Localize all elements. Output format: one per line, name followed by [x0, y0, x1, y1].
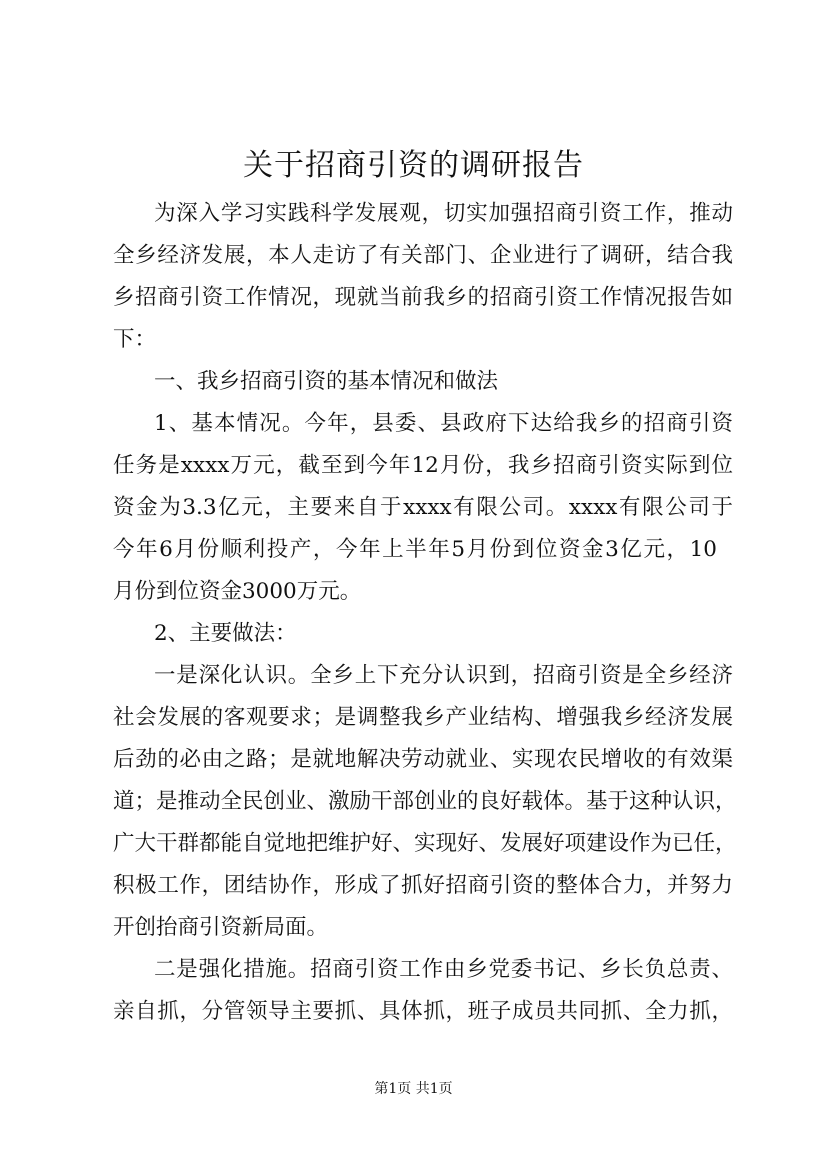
paragraph-line: 为深入学习实践科学发展观，切实加强招商引资工作，推动	[154, 201, 733, 226]
paragraph-line: 下：	[113, 327, 157, 352]
section-heading: 2、主要做法：	[154, 621, 297, 646]
paragraph-line: 任务是xxxx万元，截至到今年12月份，我乡招商引资实际到位	[113, 453, 733, 478]
paragraph-line: 月份到位资金3000万元。	[113, 579, 362, 604]
paragraph-line: 开创抬商引资新局面。	[113, 915, 329, 940]
paragraph-line: 道；是推动全民创业、激励干部创业的良好载体。基于这种认识，	[113, 789, 737, 814]
paragraph-line: 资金为3.3亿元，主要来自于xxxx有限公司。xxxx有限公司于	[113, 495, 733, 520]
paragraph-line: 1、基本情况。今年，县委、县政府下达给我乡的招商引资	[154, 411, 733, 436]
paragraph-line: 广大干群都能自觉地把维护好、实现好、发展好项建设作为已任，	[113, 831, 737, 856]
paragraph-line: 一是深化认识。全乡上下充分认识到，招商引资是全乡经济	[154, 663, 733, 688]
page-number: 第1页 共1页	[374, 1081, 453, 1097]
paragraph-line: 乡招商引资工作情况，现就当前我乡的招商引资工作情况报告如	[113, 285, 733, 310]
paragraph-line: 亲自抓，分管领导主要抓、具体抓，班子成员共同抓、全力抓，	[113, 999, 733, 1024]
paragraph-line: 积极工作，团结协作，形成了抓好招商引资的整体合力，并努力	[113, 873, 733, 898]
page-title: 关于招商引资的调研报告	[243, 148, 584, 183]
paragraph-line: 后劲的必由之路；是就地解决劳动就业、实现农民增收的有效渠	[113, 747, 733, 772]
paragraph-line: 今年6月份顺利投产，今年上半年5月份到位资金3亿元，10	[113, 537, 717, 562]
section-heading: 一、我乡招商引资的基本情况和做法	[154, 369, 499, 394]
paragraph-line: 二是强化措施。招商引资工作由乡党委书记、乡长负总责、	[154, 957, 733, 982]
paragraph-line: 全乡经济发展，本人走访了有关部门、企业进行了调研，结合我	[113, 243, 733, 268]
paragraph-line: 社会发展的客观要求；是调整我乡产业结构、增强我乡经济发展	[113, 705, 733, 730]
